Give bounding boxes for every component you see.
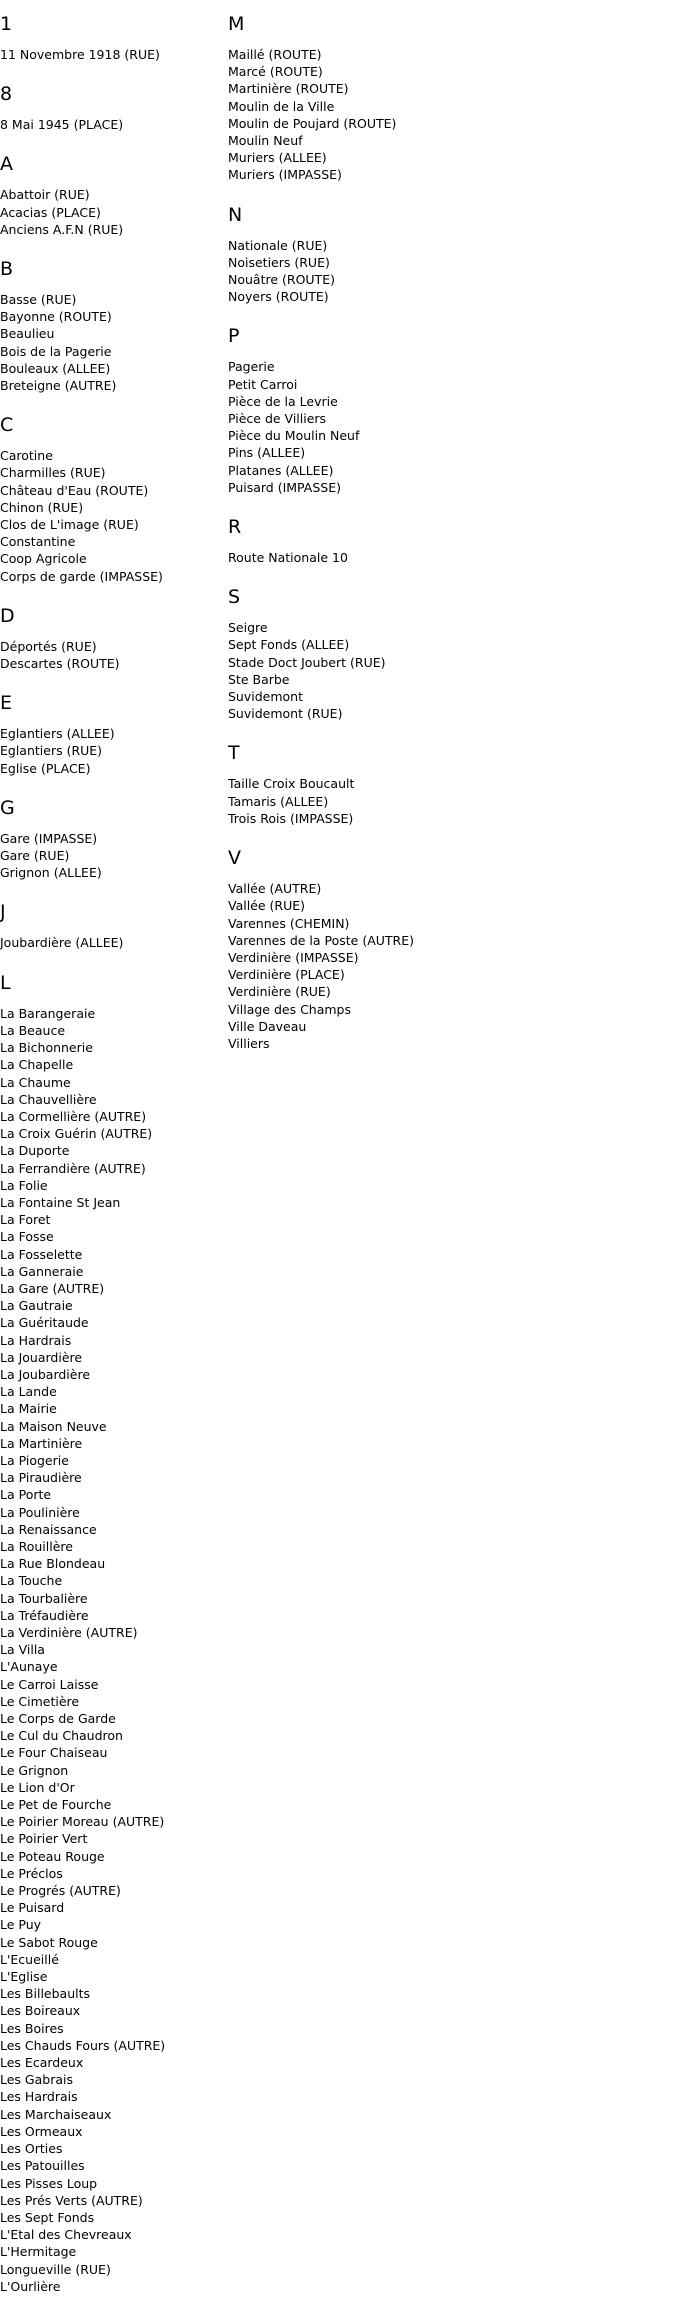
- street-item: Ville Daveau: [228, 1018, 307, 1034]
- section-letter: J: [0, 901, 6, 924]
- street-item: Le Préclos: [0, 1865, 63, 1881]
- street-item: Eglantiers (RUE): [0, 743, 103, 759]
- section-letter: C: [0, 414, 14, 437]
- street-list: [0, 1005, 215, 2295]
- street-item: Verdinière (PLACE): [228, 967, 345, 983]
- street-item: La Duporte: [0, 1143, 70, 1159]
- street-item: Muriers (ALLEE): [228, 150, 327, 166]
- street-item: Descartes (ROUTE): [0, 656, 120, 672]
- street-item: La Gare (AUTRE): [0, 1280, 105, 1296]
- street-item: La Tourbalière: [0, 1590, 88, 1606]
- street-item: Nouâtre (ROUTE): [228, 272, 335, 288]
- street-item: Le Puisard: [0, 1900, 65, 1916]
- street-item: La Rue Blondeau: [0, 1556, 106, 1572]
- street-item: Les Billebaults: [0, 1986, 91, 2002]
- section-s: [228, 586, 658, 722]
- section-a: [0, 153, 215, 238]
- street-list: [228, 775, 658, 827]
- street-item: Moulin de Poujard (ROUTE): [228, 115, 397, 131]
- street-item: Pagerie: [228, 359, 275, 375]
- street-item: Constantine: [0, 534, 76, 550]
- street-list: [0, 46, 215, 63]
- street-list: [228, 880, 658, 1052]
- left-column: [0, 0, 215, 2315]
- street-item: La Chaume: [0, 1074, 71, 1090]
- street-item: Les Ormeaux: [0, 2123, 83, 2139]
- street-list: [228, 46, 658, 184]
- section-d: [0, 605, 215, 672]
- street-item: 8 Mai 1945 (PLACE): [0, 117, 124, 133]
- street-item: Gare (RUE): [0, 848, 70, 864]
- street-item: La Cormellière (AUTRE): [0, 1108, 147, 1124]
- street-item: Villiers: [228, 1035, 270, 1051]
- street-item: Martinière (ROUTE): [228, 81, 349, 97]
- street-item: La Croix Guérin (AUTRE): [0, 1126, 153, 1142]
- section-letter: T: [228, 742, 240, 765]
- section-r: [228, 516, 658, 566]
- section-letter: V: [228, 847, 241, 870]
- street-item: Les Gabrais: [0, 2072, 73, 2088]
- street-item: Pins (ALLEE): [228, 445, 306, 461]
- section-p: [228, 325, 658, 496]
- street-item: La Rouillère: [0, 1538, 73, 1554]
- street-item: L'Ecueillé: [0, 1951, 59, 1967]
- street-item: Moulin de la Ville: [228, 98, 335, 114]
- street-item: Ste Barbe: [228, 671, 290, 687]
- section-g: [0, 797, 215, 882]
- street-item: Bayonne (ROUTE): [0, 309, 112, 325]
- street-item: Les Pisses Loup: [0, 2175, 98, 2191]
- street-item: Muriers (IMPASSE): [228, 167, 342, 183]
- street-item: La Ferrandière (AUTRE): [0, 1160, 146, 1176]
- street-item: La Verdinière (AUTRE): [0, 1625, 138, 1640]
- section-n: [228, 204, 658, 306]
- street-item: Le Puy: [0, 1917, 42, 1933]
- street-item: Route Nationale 10: [228, 550, 348, 566]
- street-item: Longueville (RUE): [0, 2261, 111, 2277]
- street-item: La Bichonnerie: [0, 1040, 93, 1056]
- street-item: L'Hermitage: [0, 2244, 77, 2260]
- section-m: [228, 13, 658, 184]
- section-letter: E: [0, 692, 13, 715]
- street-item: Puisard (IMPASSE): [228, 479, 341, 495]
- section-c: [0, 414, 215, 585]
- street-item: Les Ecardeux: [0, 2055, 84, 2071]
- section-letter: P: [228, 325, 240, 348]
- street-item: Varennes (CHEMIN): [228, 915, 350, 931]
- section-letter: M: [228, 13, 245, 35]
- section-letter: D: [0, 604, 15, 627]
- street-item: Déportés (RUE): [0, 638, 97, 654]
- section-letter: R: [228, 516, 242, 539]
- street-item: La Poulinière: [0, 1504, 80, 1520]
- section-letter: G: [0, 796, 15, 819]
- street-list: [228, 358, 658, 496]
- street-item: Grignon (ALLEE): [0, 865, 102, 881]
- street-item: Platanes (ALLEE): [228, 462, 334, 478]
- street-item: Les Prés Verts (AUTRE): [0, 2192, 143, 2208]
- section-letter: A: [0, 153, 13, 176]
- street-item: La Ganneraie: [0, 1263, 84, 1279]
- street-item: La Fosse: [0, 1229, 54, 1245]
- section-letter: B: [0, 258, 14, 281]
- right-column: [228, 0, 658, 1072]
- street-item: La Guéritaude: [0, 1315, 89, 1331]
- section-e: [0, 692, 215, 777]
- street-list: [0, 725, 215, 777]
- street-item: Anciens A.F.N (RUE): [0, 221, 124, 237]
- street-item: L'Eglise: [0, 1969, 48, 1985]
- street-item: Les Marchaiseaux: [0, 2106, 112, 2122]
- section-8: [0, 83, 215, 133]
- street-item: Le Poirier Moreau (AUTRE): [0, 1814, 165, 1830]
- street-item: Marcé (ROUTE): [228, 64, 323, 80]
- street-item: Le Cul du Chaudron: [0, 1728, 123, 1744]
- street-item: Coop Agricole: [0, 551, 87, 567]
- street-item: Le Poteau Rouge: [0, 1848, 105, 1864]
- section-letter: S: [228, 586, 241, 609]
- street-item: Le Lion d'Or: [0, 1779, 75, 1795]
- street-item: La Fontaine St Jean: [0, 1194, 121, 1210]
- street-item: La Martinière: [0, 1435, 83, 1451]
- street-item: Les Boires: [0, 2020, 64, 2036]
- street-item: Beaulieu: [0, 326, 55, 342]
- street-item: Les Orties: [0, 2141, 63, 2157]
- section-letter: 8: [0, 83, 13, 106]
- street-item: Clos de L'image (RUE): [0, 517, 139, 533]
- street-item: La Maison Neuve: [0, 1418, 107, 1434]
- street-item: Moulin Neuf: [228, 133, 303, 149]
- street-item: La Joubardière: [0, 1366, 91, 1382]
- street-list: [0, 638, 215, 672]
- street-item: La Touche: [0, 1573, 63, 1589]
- street-item: Maillé (ROUTE): [228, 47, 322, 62]
- street-item: La Villa: [0, 1642, 45, 1658]
- street-item: La Jouardière: [0, 1349, 83, 1365]
- street-list: [228, 549, 658, 566]
- street-item: Seigre: [228, 620, 268, 636]
- section-l: [0, 972, 215, 2295]
- street-item: Eglise (PLACE): [0, 760, 91, 776]
- street-item: Bois de la Pagerie: [0, 343, 112, 359]
- street-item: Le Pet de Fourche: [0, 1797, 112, 1813]
- street-list: [0, 186, 215, 238]
- street-item: Gare (IMPASSE): [0, 830, 98, 846]
- street-item: Taille Croix Boucault: [228, 776, 355, 792]
- street-item: Verdinière (IMPASSE): [228, 949, 359, 965]
- section-letter: N: [228, 203, 243, 226]
- street-item: Les Boireaux: [0, 2003, 81, 2019]
- street-list: [0, 830, 215, 882]
- street-item: Eglantiers (ALLEE): [0, 726, 115, 742]
- street-item: L'Aunaye: [0, 1659, 58, 1675]
- section-j: [0, 901, 215, 951]
- street-list: [228, 237, 658, 306]
- street-item: La Chauvellière: [0, 1091, 97, 1107]
- street-item: La Foret: [0, 1212, 51, 1228]
- section-letter: L: [0, 971, 11, 994]
- street-item: Petit Carroi: [228, 376, 298, 392]
- street-item: Sept Fonds (ALLEE): [228, 637, 350, 653]
- street-list: [0, 116, 215, 133]
- street-item: La Piogerie: [0, 1452, 69, 1468]
- street-item: Pièce de la Levrie: [228, 393, 338, 409]
- street-item: La Renaissance: [0, 1521, 97, 1537]
- street-item: Bouleaux (ALLEE): [0, 360, 111, 376]
- street-item: Corps de garde (IMPASSE): [0, 568, 163, 584]
- street-item: Nationale (RUE): [228, 237, 328, 253]
- street-item: Les Patouilles: [0, 2158, 85, 2174]
- street-item: Le Four Chaiseau: [0, 1745, 108, 1761]
- street-item: La Hardrais: [0, 1332, 72, 1348]
- street-item: Tamaris (ALLEE): [228, 793, 329, 809]
- street-item: Pièce du Moulin Neuf: [228, 428, 360, 444]
- street-item: L'Etal des Chevreaux: [0, 2227, 132, 2243]
- street-item: Les Chauds Fours (AUTRE): [0, 2037, 166, 2053]
- street-item: Verdinière (RUE): [228, 984, 331, 1000]
- street-item: Noyers (ROUTE): [228, 289, 329, 305]
- street-item: Château d'Eau (ROUTE): [0, 482, 149, 498]
- section-v: [228, 847, 658, 1052]
- street-item: Les Hardrais: [0, 2089, 78, 2105]
- street-item: La Beauce: [0, 1022, 66, 1038]
- street-item: La Mairie: [0, 1401, 57, 1417]
- street-item: Le Sabot Rouge: [0, 1934, 98, 1950]
- street-item: Vallée (RUE): [228, 898, 306, 914]
- section-t: [228, 742, 658, 827]
- street-item: La Chapelle: [0, 1057, 74, 1073]
- street-item: Suvidemont: [228, 689, 303, 705]
- street-item: Les Sept Fonds: [0, 2209, 95, 2225]
- street-list: [0, 291, 215, 394]
- street-item: Basse (RUE): [0, 292, 77, 308]
- street-item: Le Cimetière: [0, 1693, 80, 1709]
- street-item: La Lande: [0, 1384, 57, 1400]
- street-item: L'Ourlière: [0, 2278, 61, 2294]
- street-item: Vallée (AUTRE): [228, 881, 322, 897]
- street-item: Le Carroi Laisse: [0, 1676, 99, 1692]
- street-item: Le Corps de Garde: [0, 1711, 116, 1727]
- street-item: Charmilles (RUE): [0, 465, 106, 481]
- street-item: Breteigne (AUTRE): [0, 378, 117, 394]
- street-item: Noisetiers (RUE): [228, 254, 330, 270]
- street-item: Acacias (PLACE): [0, 204, 101, 220]
- street-item: Le Progrés (AUTRE): [0, 1883, 121, 1899]
- street-item: 11 Novembre 1918 (RUE): [0, 47, 160, 62]
- street-list: [0, 447, 215, 585]
- street-item: Abattoir (RUE): [0, 187, 90, 203]
- street-item: La Fosselette: [0, 1246, 83, 1262]
- street-item: La Piraudière: [0, 1470, 82, 1486]
- street-item: La Gautraie: [0, 1298, 73, 1314]
- street-item: Suvidemont (RUE): [228, 706, 343, 722]
- street-item: Varennes de la Poste (AUTRE): [228, 932, 415, 948]
- street-item: Village des Champs: [228, 1001, 351, 1017]
- street-list: [228, 619, 658, 722]
- street-item: La Barangeraie: [0, 1005, 96, 1021]
- street-item: La Porte: [0, 1487, 52, 1503]
- street-list: [0, 934, 215, 951]
- street-item: Le Poirier Vert: [0, 1831, 88, 1847]
- section-letter: 1: [0, 13, 13, 35]
- street-item: La Folie: [0, 1177, 48, 1193]
- street-item: Trois Rois (IMPASSE): [228, 810, 354, 826]
- street-item: Stade Doct Joubert (RUE): [228, 654, 386, 670]
- street-item: Carotine: [0, 448, 53, 464]
- section-1: [0, 13, 215, 63]
- street-item: Le Grignon: [0, 1762, 69, 1778]
- street-item: Joubardière (ALLEE): [0, 935, 124, 951]
- street-item: Pièce de Villiers: [228, 411, 327, 427]
- street-item: La Tréfaudière: [0, 1607, 89, 1623]
- section-b: [0, 258, 215, 394]
- street-item: Chinon (RUE): [0, 499, 84, 515]
